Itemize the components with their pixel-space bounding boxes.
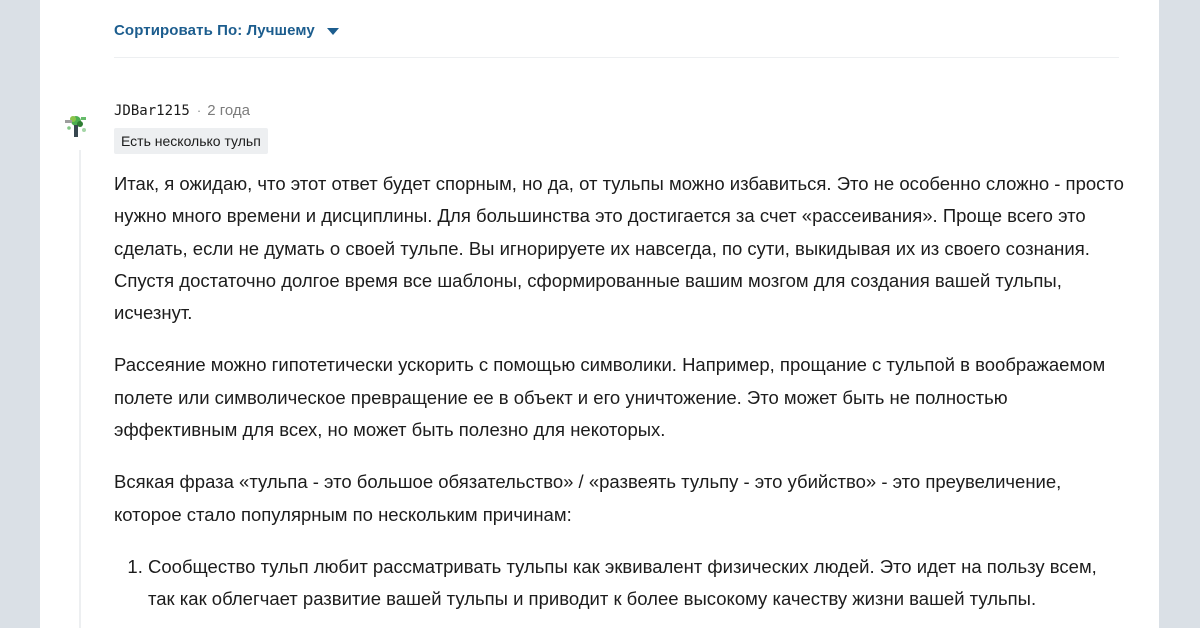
comments-panel [40,0,1159,628]
comment-paragraph: Всякая фраза «тульпа - это большое обязательство» / «развеять тульпу - это убийство» - это преувеличение, которое стало популярным по нескольким причинам: [114,471,1062,525]
divider [114,57,1119,58]
comment-paragraph: Итак, я ожидаю, что этот ответ будет спорным, но да, от тульпы можно избавиться. Это не особенно сложно - просто нужно много времени и дисциплины. Для большинства это достигается за счет «рассеивания». Проще всего это сделать, если не думать о своей тульпе. Вы игнорируете их навсегда, по сути, выкидывая их из своего сознания. Спустя достаточно долгое время все шаблоны, сформированные вашим мозгом для создания вашей тульпы, исчезнут. [114,173,1124,324]
sort-label: Сортировать По: Лучшему [114,22,315,39]
user-avatar-icon[interactable] [60,108,92,140]
caret-down-icon [327,28,339,35]
comment-meta [114,102,250,119]
comment-body [114,168,1124,616]
sort-dropdown[interactable] [114,22,339,39]
meta-separator: · [196,103,202,118]
list-item: 1. Сообщество тульп любит рассматривать тульпы как эквивалент физических людей. Это идет на пользу всем, так как облегчает развитие вашей тульпы и приводит к более высокому качеству жизни вашей тульпы. [148,551,1124,616]
comment-paragraph: Рассеяние можно гипотетически ускорить с помощью символики. Например, прощание с тульпой в воображаемом полете или символическое превращение ее в объект и его уничтожение. Это может быть не полностью эффективным для всех, но может быть полезно для некоторых. [114,354,1106,441]
user-flair: Есть несколько тульп [114,128,268,154]
username-link[interactable]: JDBar1215 [114,103,190,119]
thread-line[interactable] [79,150,81,628]
comment-list [114,551,1124,616]
comment-timestamp[interactable]: 2 года [207,102,250,119]
